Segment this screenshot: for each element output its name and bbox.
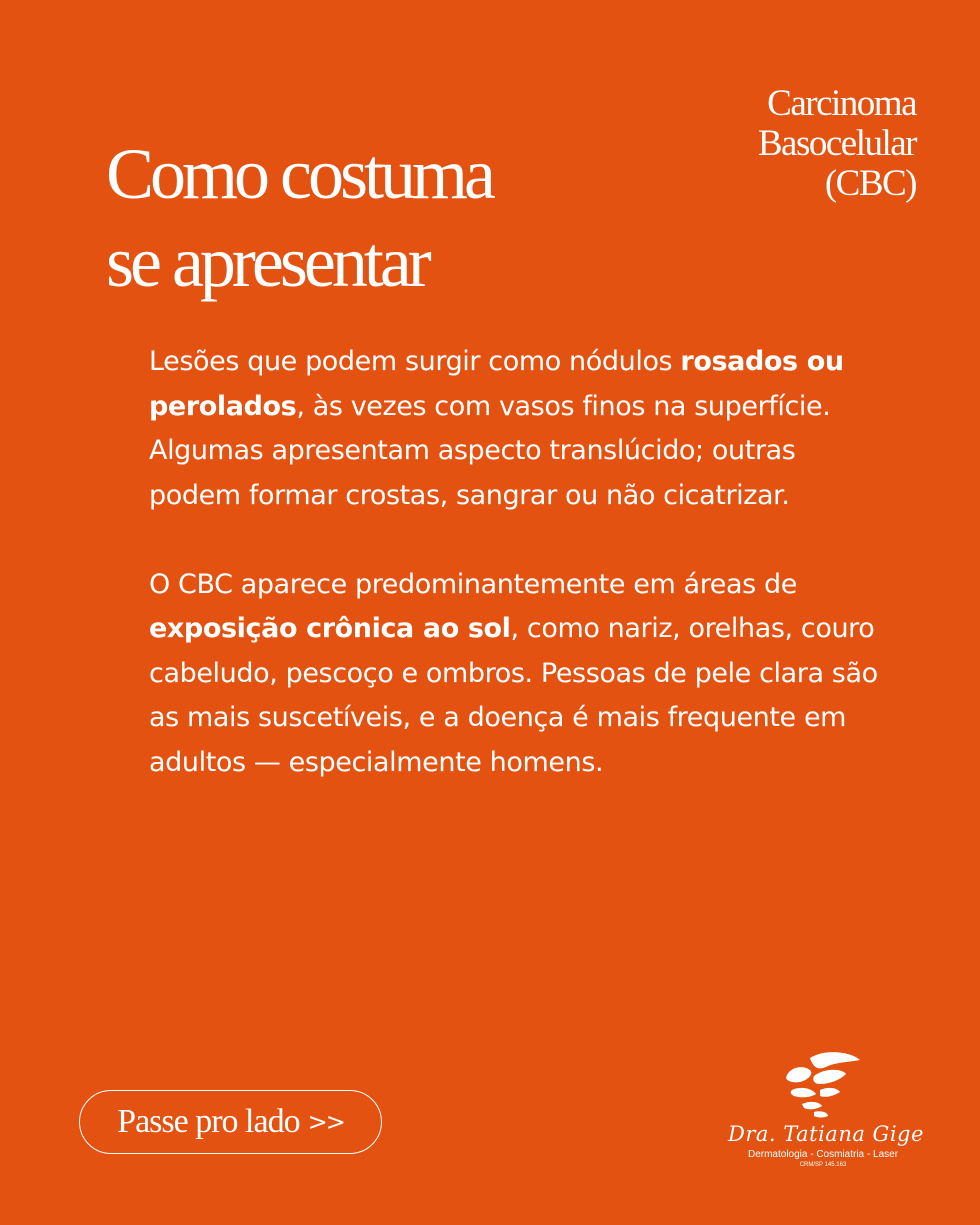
- swipe-next-label: Passe pro lado: [117, 1103, 300, 1140]
- paragraph-2: [149, 563, 879, 786]
- brand-specialties: Dermatologia - Cosmiatria - Laser: [747, 1149, 899, 1160]
- topic-tag: [758, 84, 916, 204]
- body-text: [149, 340, 879, 785]
- page-title-line-1: Como costuma: [106, 134, 492, 214]
- paragraph-1-text-c: , às vezes com vasos finos na superfície. Algumas apresentam aspecto translúcido; outras podem formar crostas, sangrar ou não cicatrizar.: [149, 390, 831, 511]
- page-title: [106, 130, 492, 306]
- paragraph-1-text-a: Lesões que podem surgir como nódulos: [149, 346, 681, 377]
- paragraph-2-highlight: exposição crônica ao sol: [149, 613, 511, 644]
- double-chevron-right-icon: >>: [307, 1108, 344, 1136]
- page-title-line-2: se apresentar: [106, 222, 428, 302]
- abstract-flame-logo-icon: [780, 1050, 864, 1122]
- brand-crm: CRM/SP 145.163: [799, 1162, 847, 1168]
- paragraph-2-text-c: , como nariz, orelhas, couro cabeludo, pescoço e ombros. Pessoas de pele clara são as mais suscetíveis, e a doença é mais frequente em adultos — especialmente homens.: [149, 613, 878, 778]
- paragraph-1-highlight: rosados ou perolados: [149, 346, 844, 422]
- brand-name: Dra. Tatiana Gige: [728, 1122, 924, 1146]
- paragraph-1: [149, 340, 879, 518]
- swipe-next-button[interactable]: [79, 1090, 382, 1154]
- topic-tag-line-2: Basocelular: [757, 123, 916, 164]
- paragraph-2-text-a: O CBC aparece predominantemente em áreas de: [149, 568, 797, 600]
- topic-tag-line-3: (CBC): [824, 163, 916, 204]
- brand-logo: [728, 1050, 924, 1175]
- topic-tag-line-1: Carcinoma: [767, 83, 916, 124]
